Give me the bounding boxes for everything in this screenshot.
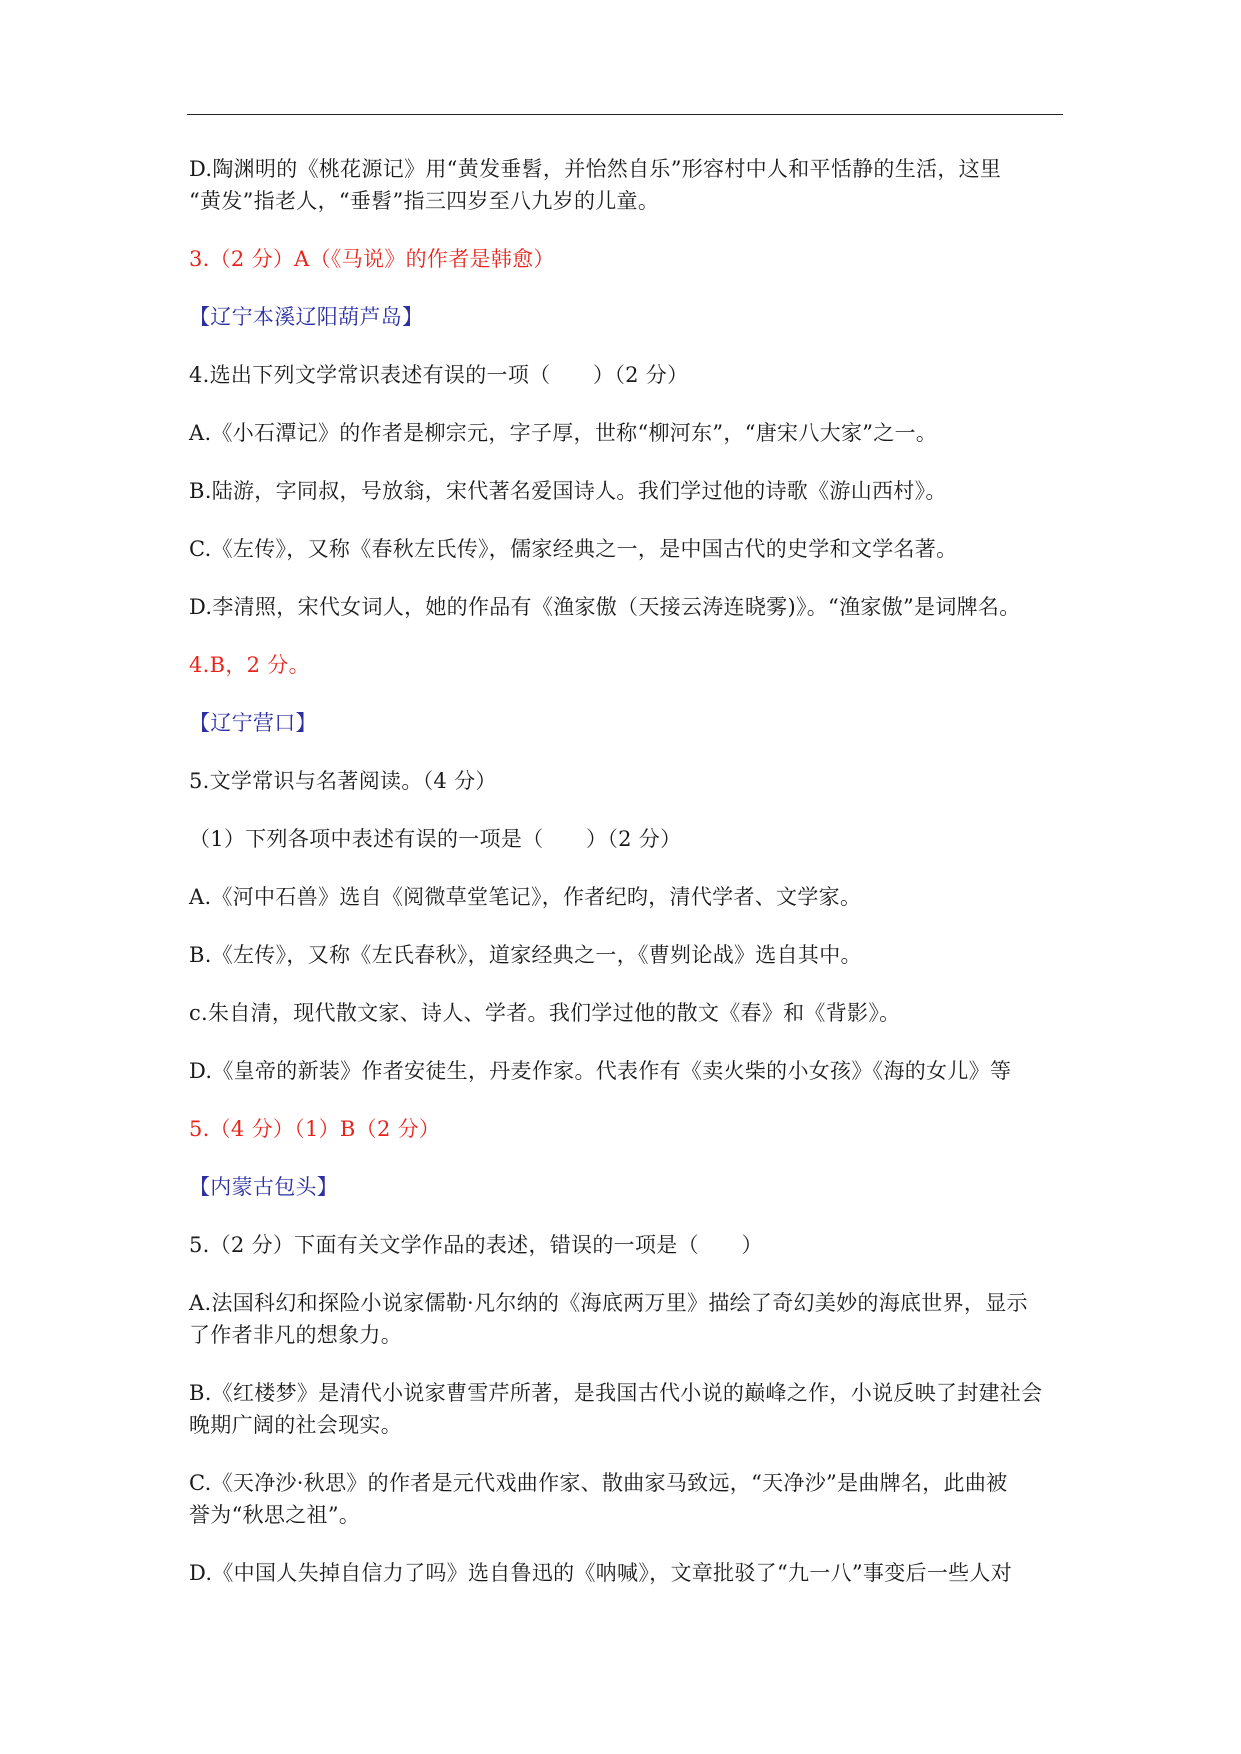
paragraph-line: D.李清照，宋代女词人，她的作品有《渔家傲（天接云涛连晓雾)》。“渔家傲”是词牌名。 [189, 595, 1021, 619]
paragraph-line: （1）下列各项中表述有误的一项是（ ）（2 分） [189, 827, 682, 851]
paragraph-line: C.《天净沙·秋思》的作者是元代戏曲作家、散曲家马致远，“天净沙”是曲牌名，此曲被 [189, 1471, 1008, 1495]
region-heading [189, 1171, 1061, 1203]
text-paragraph [189, 1229, 1061, 1261]
paragraph-line: 【辽宁本溪辽阳葫芦岛】 [189, 305, 424, 329]
text-paragraph [189, 533, 1061, 565]
answer-paragraph [189, 1113, 1061, 1145]
text-paragraph [189, 475, 1061, 507]
text-paragraph [189, 1287, 1061, 1351]
paragraph-line: C.《左传》，又称《春秋左氏传》，儒家经典之一，是中国古代的史学和文学名著。 [189, 537, 958, 561]
header-rule [187, 114, 1063, 115]
text-paragraph [189, 359, 1061, 391]
paragraph-line: 5.（4 分）（1）B（2 分） [189, 1117, 441, 1141]
answer-paragraph [189, 243, 1061, 275]
paragraph-line: 3.（2 分）A（《马说》的作者是韩愈） [189, 247, 555, 271]
paragraph-line: A.《河中石兽》选自《阅微草堂笔记》，作者纪昀，清代学者、文学家。 [189, 885, 862, 909]
region-heading [189, 707, 1061, 739]
paragraph-line: A.法国科幻和探险小说家儒勒·凡尔纳的《海底两万里》描绘了奇幻美妙的海底世界，显示 [189, 1291, 1028, 1315]
paragraph-line: 晚期广阔的社会现实。 [189, 1413, 402, 1437]
paragraph-line: 5.文学常识与名著阅读。（4 分） [189, 769, 497, 793]
document-body [189, 153, 1061, 1615]
text-paragraph [189, 1557, 1061, 1589]
paragraph-line: B.《红楼梦》是清代小说家曹雪芹所著，是我国古代小说的巅峰之作，小说反映了封建社会 [189, 1381, 1043, 1405]
answer-paragraph [189, 649, 1061, 681]
text-paragraph [189, 939, 1061, 971]
text-paragraph [189, 1377, 1061, 1441]
paragraph-line: D.陶渊明的《桃花源记》用“黄发垂髫，并怡然自乐”形容村中人和平恬静的生活，这里 [189, 157, 1002, 181]
paragraph-line: 【内蒙古包头】 [189, 1175, 339, 1199]
paragraph-line: c.朱自清，现代散文家、诗人、学者。我们学过他的散文《春》和《背影》。 [189, 1001, 901, 1025]
text-paragraph [189, 153, 1061, 217]
text-paragraph [189, 417, 1061, 449]
text-paragraph [189, 765, 1061, 797]
paragraph-line: D.《中国人失掉自信力了吗》选自鲁迅的《呐喊》，文章批驳了“九一八”事变后一些人对 [189, 1561, 1013, 1585]
text-paragraph [189, 823, 1061, 855]
paragraph-line: D.《皇帝的新装》作者安徒生，丹麦作家。代表作有《卖火柴的小女孩》《海的女儿》等 [189, 1059, 1012, 1083]
text-paragraph [189, 881, 1061, 913]
paragraph-line: 了作者非凡的想象力。 [189, 1323, 402, 1347]
paragraph-line: 誉为“秋思之祖”。 [189, 1503, 361, 1527]
paragraph-line: 4.B，2 分。 [189, 653, 310, 677]
text-paragraph [189, 1467, 1061, 1531]
paragraph-line: 5.（2 分）下面有关文学作品的表述，错误的一项是（ ） [189, 1233, 763, 1257]
text-paragraph [189, 591, 1061, 623]
text-paragraph [189, 1055, 1061, 1087]
paragraph-line: B.陆游，字同叔，号放翁，宋代著名爱国诗人。我们学过他的诗歌《游山西村》。 [189, 479, 947, 503]
paragraph-line: “黄发”指老人，“垂髫”指三四岁至八九岁的儿童。 [189, 189, 660, 213]
region-heading [189, 301, 1061, 333]
paragraph-line: 【辽宁营口】 [189, 711, 317, 735]
paragraph-line: A.《小石潭记》的作者是柳宗元，字子厚，世称“柳河东”，“唐宋八大家”之一。 [189, 421, 938, 445]
text-paragraph [189, 997, 1061, 1029]
paragraph-line: 4.选出下列文学常识表述有误的一项（ ）（2 分） [189, 363, 689, 387]
paragraph-line: B.《左传》，又称《左氏春秋》，道家经典之一，《曹刿论战》选自其中。 [189, 943, 862, 967]
